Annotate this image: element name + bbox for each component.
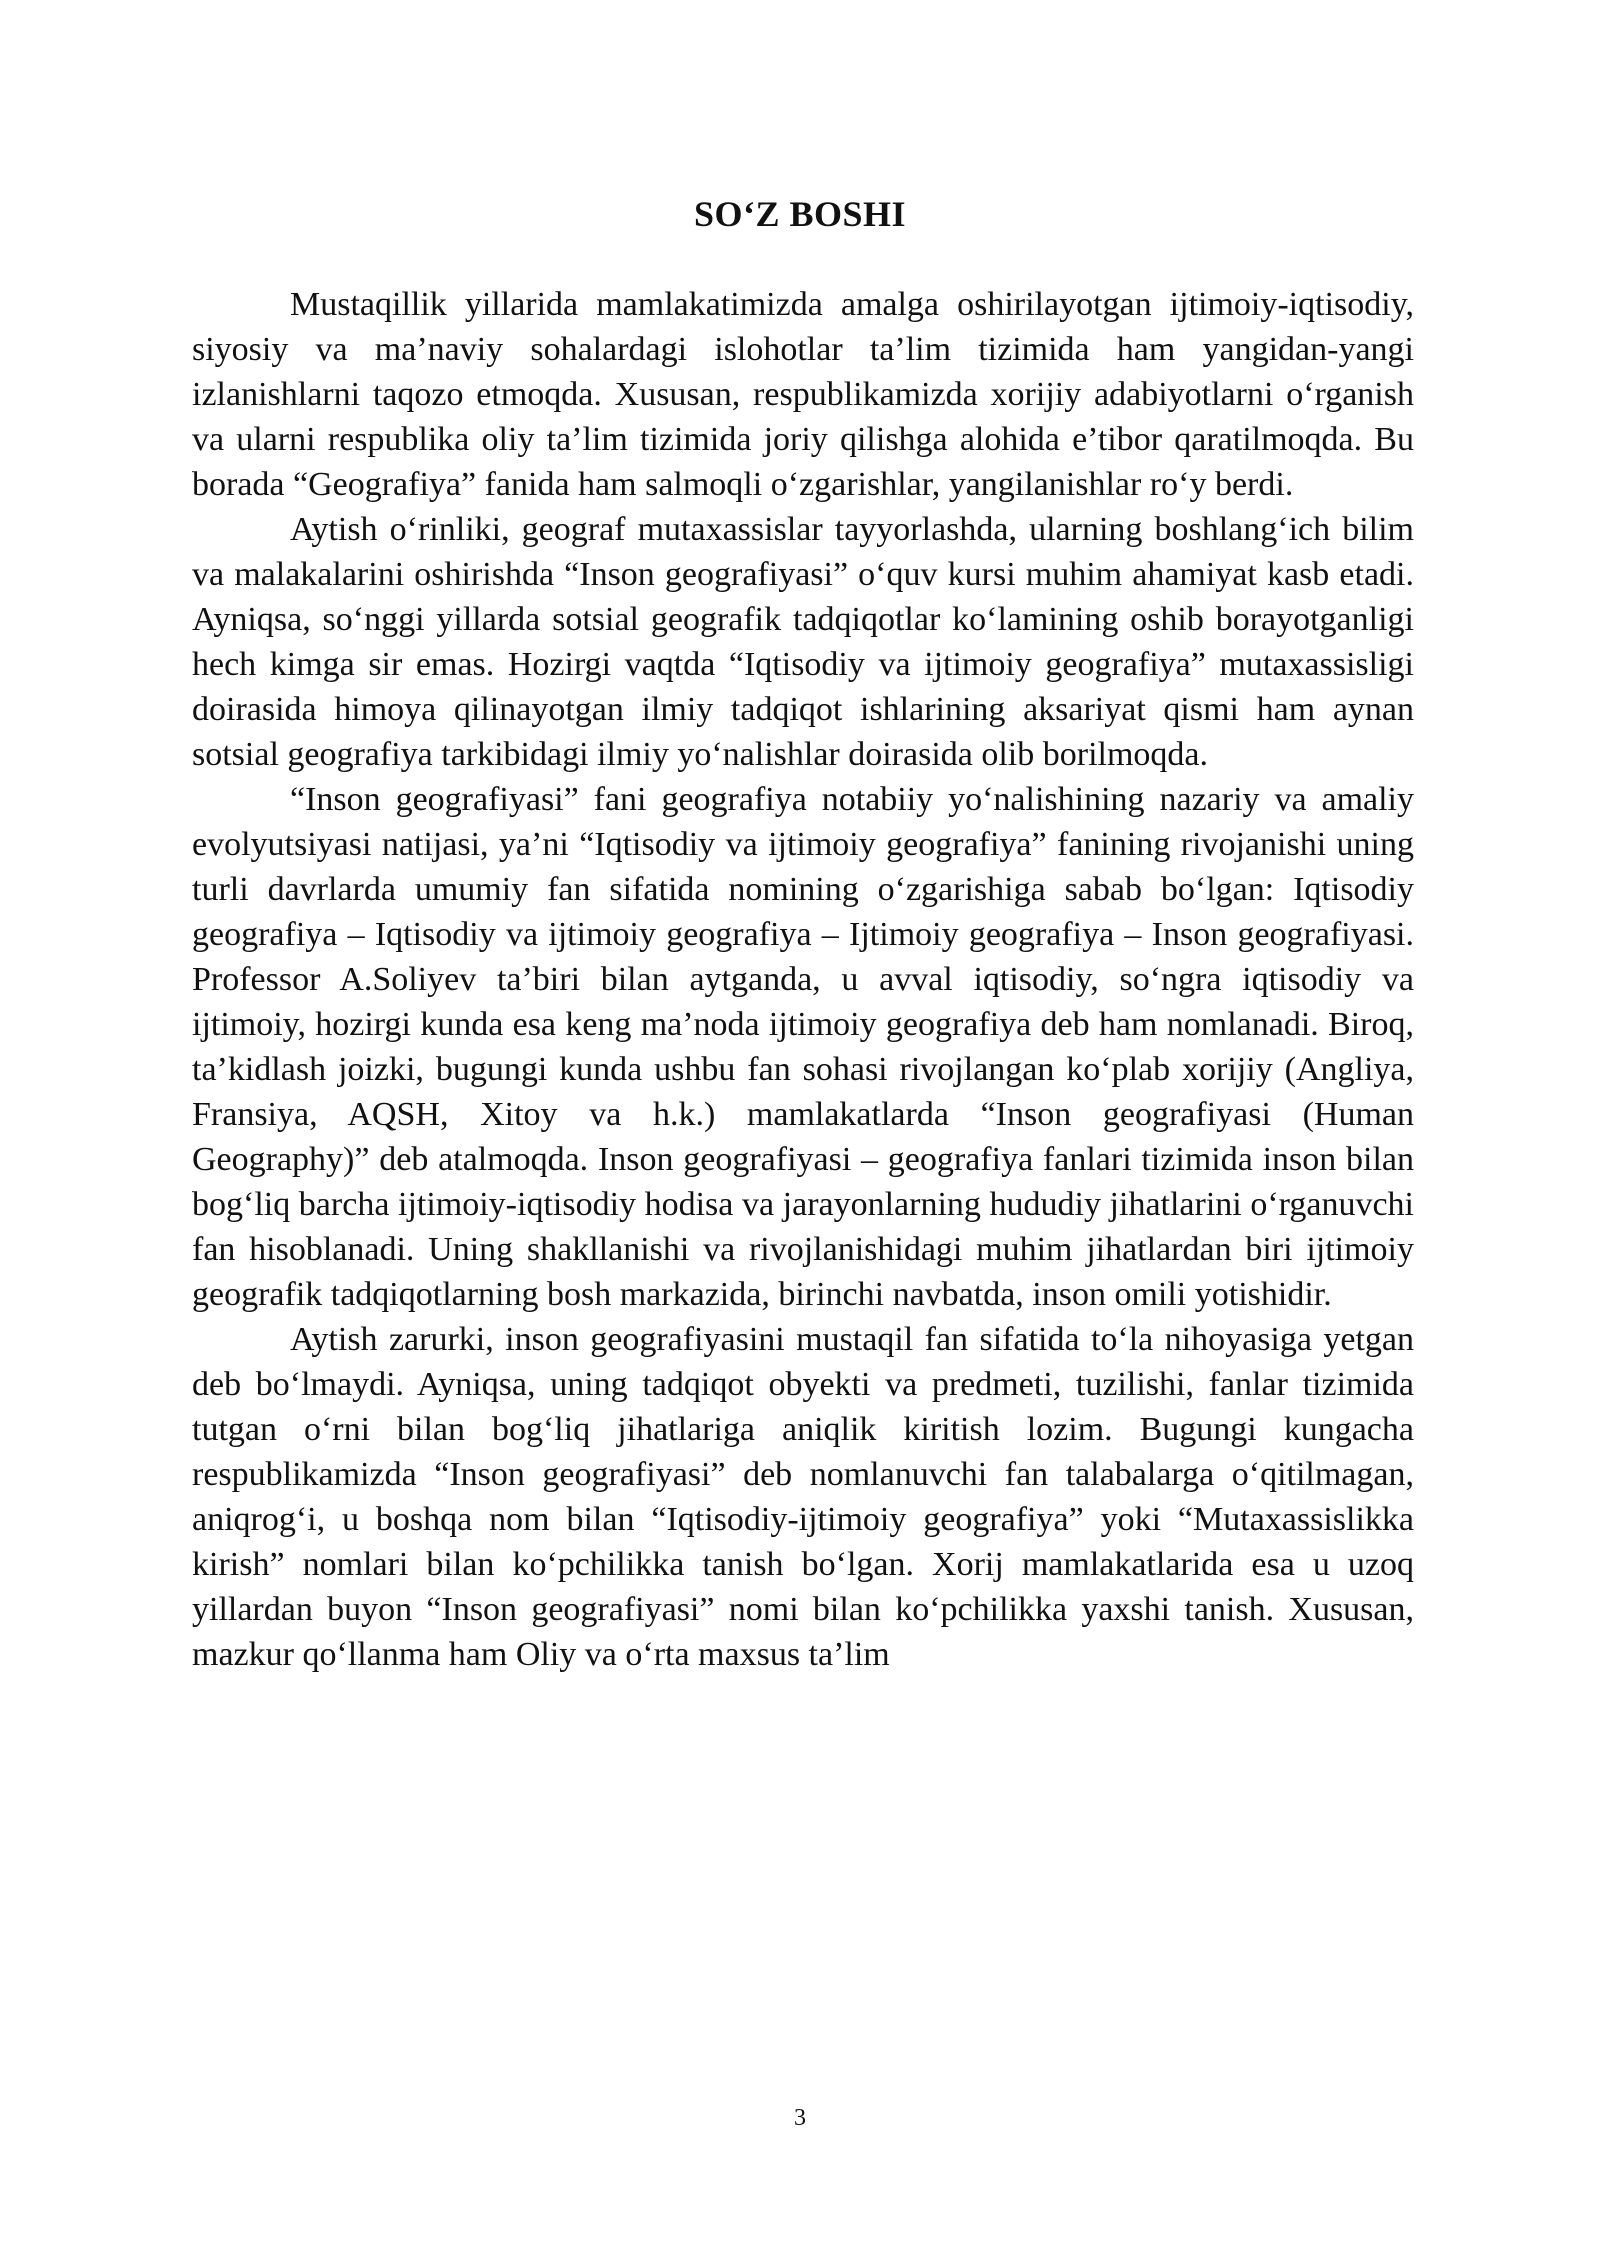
page-number: 3 — [794, 2105, 806, 2131]
paragraph: Aytish o‘rinliki, geograf mutaxassislar tayyorlashda, ularning boshlang‘ich bilim va malakalarini oshirishda “Inson geografiyasi” o‘quv kursi muhim ahamiyat kasb etadi. Ayniqsa, so‘nggi yillarda sotsial geografik tadqiqotlar ko‘lamining oshib borayotganligi hech kimga sir emas. Hozirgi vaqtda “Iqtisodiy va ijtimoiy geografiya” mutaxassisligi doirasida himoya qilinayotgan ilmiy tadqiqot ishlarining aksariyat qismi ham aynan sotsial geografiya tarkibidagi ilmiy yo‘nalishlar doirasida olib borilmoqda. — [192, 511, 1414, 773]
document-body — [192, 282, 1414, 1677]
page-title: SO‘Z BOSHI — [693, 194, 907, 234]
paragraph: Aytish zarurki, inson geografiyasini mustaqil fan sifatida to‘la nihoyasiga yetgan deb bo‘lmaydi. Ayniqsa, uning tadqiqot obyekti va predmeti, tuzilishi, fanlar tizimida tutgan o‘rni bilan bog‘liq jihatlariga aniqlik kiritish lozim. Bugungi kungacha respublikamizda “Inson geografiyasi” deb nomlanuvchi fan talabalarga o‘qitilmagan, aniqrog‘i, u boshqa nom bilan “Iqtisodiy-ijtimoiy geografiya” yoki “Mutaxassislikka kirish” nomlari bilan ko‘pchilikka tanish bo‘lgan. Xorij mamlakatlarida esa u uzoq yillardan buyon “Inson geografiyasi” nomi bilan ko‘pchilikka yaxshi tanish. Xususan, mazkur qo‘llanma ham Oliy va o‘rta maxsus ta’lim — [192, 1321, 1414, 1673]
paragraph: “Inson geografiyasi” fani geografiya notabiiy yo‘nalishining nazariy va amaliy evolyutsiyasi natijasi, ya’ni “Iqtisodiy va ijtimoiy geografiya” fanining rivojanishi uning turli davrlarda umumiy fan sifatida nomining o‘zgarishiga sabab bo‘lgan: Iqtisodiy geografiya – Iqtisodiy va ijtimoiy geografiya – Ijtimoiy geografiya – Inson geografiyasi. Professor A.Soliyev ta’biri bilan aytganda, u avval iqtisodiy, so‘ngra iqtisodiy va ijtimoiy, hozirgi kunda esa keng ma’noda ijtimoiy geografiya deb ham nomlanadi. Biroq, ta’kidlash joizki, bugungi kunda ushbu fan sohasi rivojlangan ko‘plab xorijiy (Angliya, Fransiya, AQSH, Xitoy va h.k.) mamlakatlarda “Inson geografiyasi (Human Geography)” deb atalmoqda. Inson geografiyasi – geografiya fanlari tizimida inson bilan bog‘liq barcha ijtimoiy-iqtisodiy hodisa va jarayonlarning hududiy jihatlarini o‘rganuvchi fan hisoblanadi. Uning shakllanishi va rivojlanishidagi muhim jihatlardan biri ijtimoiy geografik tadqiqotlarning bosh markazida, birinchi navbatda, inson omili yotishidir. — [192, 781, 1414, 1313]
paragraph: Mustaqillik yillarida mamlakatimizda amalga oshirilayotgan ijtimoiy-iqtisodiy, siyosiy va ma’naviy sohalardagi islohotlar ta’lim tizimida ham yangidan-yangi izlanishlarni taqozo etmoqda. Xususan, respublikamizda xorijiy adabiyotlarni o‘rganish va ularni respublika oliy ta’lim tizimida joriy qilishga alohida e’tibor qaratilmoqda. Bu borada “Geografiya” fanida ham salmoqli o‘zgarishlar, yangilanishlar ro‘y berdi. — [192, 286, 1414, 503]
